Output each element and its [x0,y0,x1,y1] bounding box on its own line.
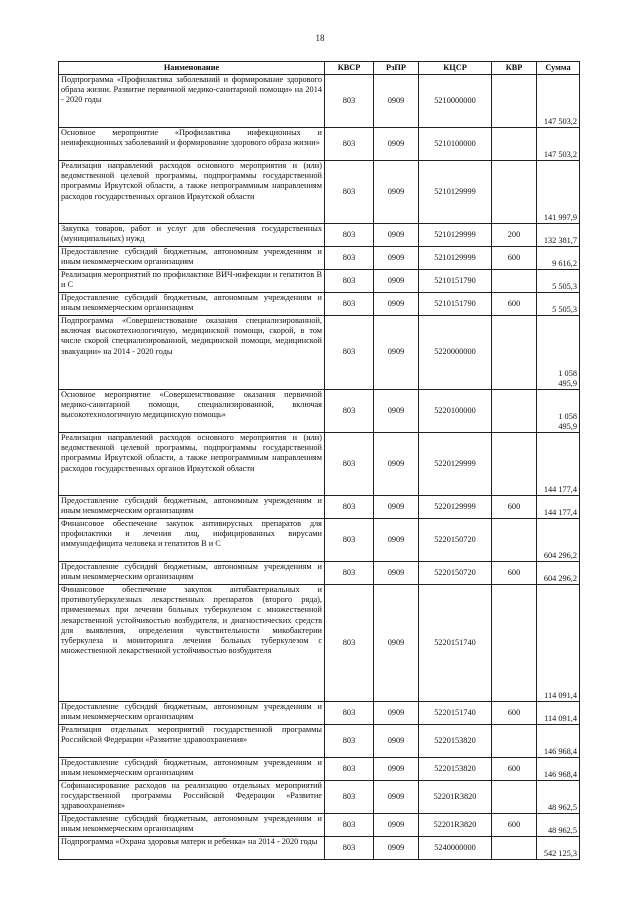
cell-kvsr: 803 [325,270,374,293]
cell-kcsr: 5220000000 [419,316,492,390]
cell-name: Предоставление субсидий бюджетным, автономным учреждениям и иным некоммерческим организациям [59,758,325,781]
cell-name: Предоставление субсидий бюджетным, автономным учреждениям и иным некоммерческим организациям [59,496,325,519]
cell-kvsr: 803 [325,247,374,270]
cell-kcsr: 5210100000 [419,128,492,161]
cell-name: Основное мероприятие «Профилактика инфекционных и неинфекционных заболеваний и формирование здорового образа жизни» [59,128,325,161]
cell-kvr [492,725,537,758]
cell-rzpr: 0909 [374,519,419,562]
cell-kvr: 200 [492,224,537,247]
cell-kvsr: 803 [325,814,374,837]
cell-rzpr: 0909 [374,75,419,128]
cell-rzpr: 0909 [374,433,419,496]
cell-kvr: 600 [492,496,537,519]
cell-kvsr: 803 [325,128,374,161]
cell-kcsr: 5220151740 [419,702,492,725]
table-row [59,293,580,316]
cell-rzpr: 0909 [374,781,419,814]
cell-kcsr: 5210129999 [419,224,492,247]
table-row [59,837,580,860]
cell-name: Закупка товаров, работ и услуг для обеспечения государственных (муниципальных) нужд [59,224,325,247]
cell-rzpr: 0909 [374,270,419,293]
cell-kvsr: 803 [325,725,374,758]
header-kcsr: КЦСР [419,62,492,75]
cell-rzpr: 0909 [374,585,419,702]
cell-sum: 146 968,4 [537,725,580,758]
cell-rzpr: 0909 [374,390,419,433]
cell-name: Реализация отдельных мероприятий государственной программы Российской Федерации «Развитие здравоохранения» [59,725,325,758]
cell-kcsr: 5210129999 [419,247,492,270]
cell-kvr: 600 [492,758,537,781]
cell-name: Реализация направлений расходов основного мероприятия и (или) ведомственной целевой программы, подпрограммы государственной программы Иркутской области, а также непрограммным направлениям расходов государственных органов Иркутской области [59,161,325,224]
cell-name: Предоставление субсидий бюджетным, автономным учреждениям и иным некоммерческим организациям [59,562,325,585]
cell-name: Предоставление субсидий бюджетным, автономным учреждениям и иным некоммерческим организациям [59,247,325,270]
cell-kvsr: 803 [325,161,374,224]
cell-kvsr: 803 [325,781,374,814]
cell-kcsr: 5220151740 [419,585,492,702]
cell-sum: 114 091,4 [537,702,580,725]
cell-name: Реализация направлений расходов основного мероприятия и (или) ведомственной целевой программы, подпрограммы государственной программы Иркутской области, а также непрограммным направлениям расходов государственных органов Иркутской области [59,433,325,496]
table-row [59,390,580,433]
cell-name: Подпрограмма «Охрана здоровья матери и ребенка» на 2014 - 2020 годы [59,837,325,860]
cell-kcsr: 5220153820 [419,758,492,781]
cell-sum: 1 058 495,9 [537,390,580,433]
table-header-row [59,62,580,75]
table-row [59,128,580,161]
cell-kvsr: 803 [325,519,374,562]
cell-sum: 114 091,4 [537,585,580,702]
cell-name: Предоставление субсидий бюджетным, автономным учреждениям и иным некоммерческим организациям [59,814,325,837]
table-row [59,433,580,496]
table-row [59,781,580,814]
table-row [59,270,580,293]
cell-kvr: 600 [492,702,537,725]
cell-sum: 542 125,3 [537,837,580,860]
cell-name: Финансовое обеспечение закупок антивирусных препаратов для профилактики и лечения лиц, инфицированных вирусами иммунодефицита человека и гепатитов В и С [59,519,325,562]
cell-kcsr: 5220100000 [419,390,492,433]
cell-sum: 5 505,3 [537,270,580,293]
cell-rzpr: 0909 [374,224,419,247]
cell-rzpr: 0909 [374,161,419,224]
table-row [59,519,580,562]
cell-name: Софинансирование расходов на реализацию отдельных мероприятий государственной программы Российской Федерации «Развитие здравоохранения» [59,781,325,814]
cell-name: Реализация мероприятий по профилактике ВИЧ-инфекции и гепатитов В и С [59,270,325,293]
cell-kcsr: 5210129999 [419,161,492,224]
cell-kvr [492,161,537,224]
cell-kvsr: 803 [325,224,374,247]
cell-rzpr: 0909 [374,814,419,837]
cell-name: Финансовое обеспечение закупок антибактериальных и противотуберкулезных лекарственных препаратов (второго ряда), применяемых при лечении больных туберкулезом с множественной лекарственной устойчивостью возбудителя, и диагностических средств для выявления, определения чувствительности микобактерии туберкулеза и мониторинга лечения больных туберкулезом с множественной лекарственной устойчивостью возбудителя [59,585,325,702]
cell-sum: 48 962,5 [537,814,580,837]
cell-kvr: 600 [492,247,537,270]
cell-sum: 9 616,2 [537,247,580,270]
cell-rzpr: 0909 [374,293,419,316]
cell-kvr: 600 [492,293,537,316]
cell-kvsr: 803 [325,758,374,781]
table-body [59,75,580,860]
cell-sum: 147 503,2 [537,128,580,161]
cell-kvsr: 803 [325,837,374,860]
cell-kvsr: 803 [325,390,374,433]
table-row [59,814,580,837]
cell-kvr: 600 [492,814,537,837]
cell-kvr [492,837,537,860]
cell-sum: 144 177,4 [537,496,580,519]
cell-kcsr: 5220153820 [419,725,492,758]
cell-rzpr: 0909 [374,758,419,781]
cell-kcsr: 5210000000 [419,75,492,128]
cell-kcsr: 52201R3820 [419,814,492,837]
cell-kvr [492,316,537,390]
cell-rzpr: 0909 [374,496,419,519]
cell-kcsr: 52201R3820 [419,781,492,814]
cell-rzpr: 0909 [374,837,419,860]
cell-kvsr: 803 [325,562,374,585]
cell-sum: 146 968,4 [537,758,580,781]
header-kvsr: КВСР [325,62,374,75]
cell-rzpr: 0909 [374,702,419,725]
cell-sum: 141 997,9 [537,161,580,224]
cell-kvsr: 803 [325,585,374,702]
cell-name: Подпрограмма «Совершенствование оказания специализированной, включая высокотехнологичную, медицинской помощи, скорой, в том числе скорой специализированной, медицинской помощи, медицинской эвакуации» на 2014 - 2020 годы [59,316,325,390]
cell-kvsr: 803 [325,316,374,390]
cell-rzpr: 0909 [374,316,419,390]
header-kvr: КВР [492,62,537,75]
table-row [59,758,580,781]
table-row [59,562,580,585]
table-row [59,247,580,270]
table-row [59,224,580,247]
cell-kvsr: 803 [325,75,374,128]
cell-kcsr: 5210151790 [419,270,492,293]
cell-name: Основное мероприятие «Совершенствование оказания первичной медико-санитарной помощи, специализированной, включая высокотехнологичную медицинскую помощь» [59,390,325,433]
cell-kcsr: 5210151790 [419,293,492,316]
cell-kcsr: 5240000000 [419,837,492,860]
header-sum: Сумма [537,62,580,75]
cell-kcsr: 5220150720 [419,562,492,585]
cell-kvr [492,433,537,496]
cell-sum: 132 381,7 [537,224,580,247]
cell-sum: 147 503,2 [537,75,580,128]
cell-kvr [492,519,537,562]
table-row [59,161,580,224]
cell-kvr [492,585,537,702]
cell-name: Предоставление субсидий бюджетным, автономным учреждениям и иным некоммерческим организациям [59,293,325,316]
cell-kvr [492,128,537,161]
cell-kvr [492,270,537,293]
cell-rzpr: 0909 [374,725,419,758]
header-name: Наименование [59,62,325,75]
cell-name: Предоставление субсидий бюджетным, автономным учреждениям и иным некоммерческим организациям [59,702,325,725]
table-row [59,75,580,128]
table-row [59,702,580,725]
header-rzpr: РзПР [374,62,419,75]
table-row [59,316,580,390]
cell-sum: 5 505,3 [537,293,580,316]
cell-name: Подпрограмма «Профилактика заболеваний и формирование здорового образа жизни. Развитие первичной медико-санитарной помощи» на 2014 - 2020 годы [59,75,325,128]
cell-kvsr: 803 [325,496,374,519]
table-row [59,496,580,519]
cell-rzpr: 0909 [374,562,419,585]
cell-kvr [492,781,537,814]
cell-kcsr: 5220129999 [419,496,492,519]
cell-sum: 144 177,4 [537,433,580,496]
table-row [59,585,580,702]
cell-kvsr: 803 [325,433,374,496]
cell-rzpr: 0909 [374,128,419,161]
cell-kvr [492,390,537,433]
cell-kvr [492,75,537,128]
budget-table [58,61,580,860]
cell-kcsr: 5220129999 [419,433,492,496]
cell-rzpr: 0909 [374,247,419,270]
cell-sum: 1 058 495,9 [537,316,580,390]
cell-kvr: 600 [492,562,537,585]
cell-kvsr: 803 [325,293,374,316]
cell-sum: 604 296,2 [537,519,580,562]
cell-kcsr: 5220150720 [419,519,492,562]
table-row [59,725,580,758]
page-number: 18 [315,33,325,43]
cell-kvsr: 803 [325,702,374,725]
cell-sum: 604 296,2 [537,562,580,585]
cell-sum: 48 962,5 [537,781,580,814]
